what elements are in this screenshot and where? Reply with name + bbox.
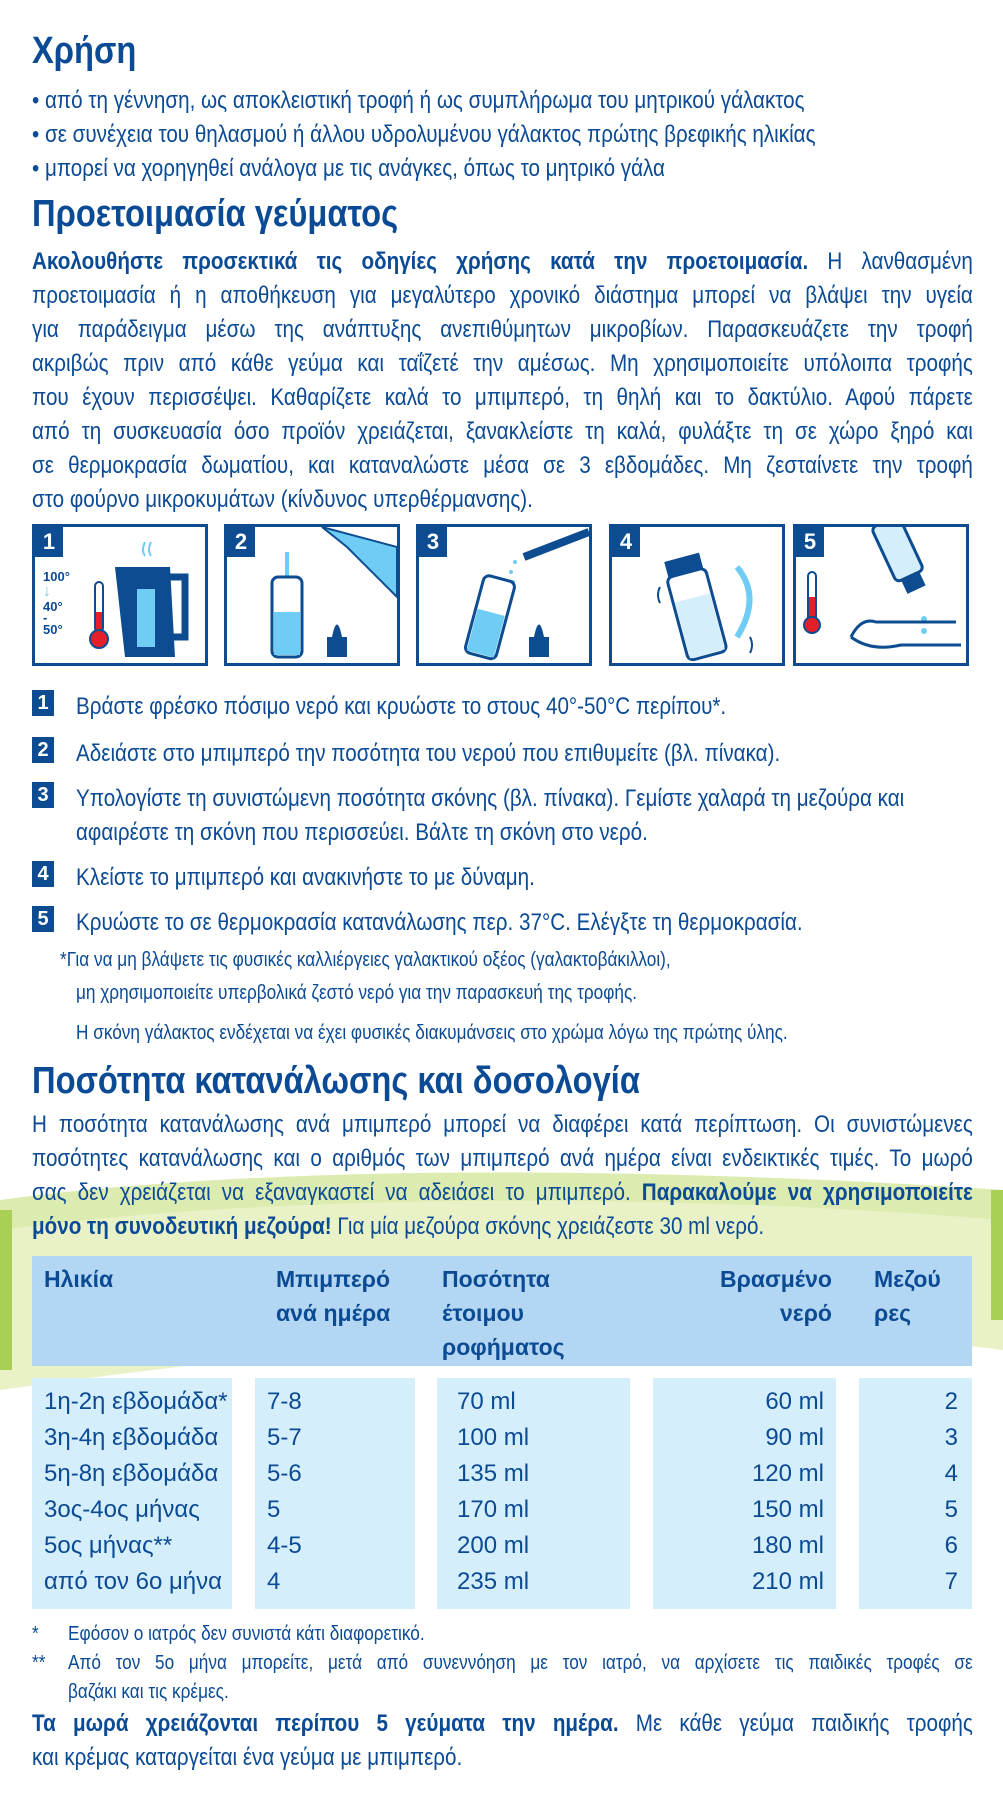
step-text: Κρυώστε το σε θερμοκρασία κατανάλωσης περ. 37°C. Ελέγξτε τη θερμοκρασία. <box>76 909 803 936</box>
table-cell: 135 ml <box>457 1460 530 1487</box>
footnote: *Για να μη βλάψετε τις φυσικές καλλιέργειες γαλακτικού οξέος (γαλακτοβάκιλλοι), <box>60 949 671 971</box>
text-line: και κρέμας καταργείται ένα γεύμα με μπιμπερό. <box>32 1744 463 1771</box>
table-cell: 3η-4η εβδομάδα <box>44 1424 219 1451</box>
temp-label: - <box>43 610 48 625</box>
text-line: ποσότητες κατανάλωσης και ο αριθμός των μπιμπερό ανά ημέρα είναι ενδεικτικές τιμές. Το μωρό <box>32 1145 973 1172</box>
table-cell: 90 ml <box>765 1424 824 1451</box>
step-text: Αδειάστε στο μπιμπερό την ποσότητα του νερού που επιθυμείτε (βλ. πίνακα). <box>76 740 781 767</box>
panel-number: 5 <box>796 527 824 557</box>
dosage-title: Ποσότητα κατανάλωσης και δοσολογία <box>32 1060 640 1102</box>
panel-number: 1 <box>35 527 63 557</box>
table-cell: 5-6 <box>267 1460 302 1487</box>
text-line: από τη συσκευασία όσο προϊόν χρειάζεται, ξανακλείστε τη καλά, φυλάξτε τη σε χώρο ξηρό και <box>32 418 973 445</box>
footnote-mark: ** <box>32 1652 46 1674</box>
text-line: ακριβώς πριν από κάθε γεύμα και ταΐζετέ την αμέσως. Μη χρησιμοποιείτε υπόλοιπα τροφής <box>32 350 973 377</box>
table-cell: 7-8 <box>267 1388 302 1415</box>
footnote: μη χρησιμοποιείτε υπερβολικά ζεστό νερό για την παρασκευή της τροφής. <box>76 982 638 1004</box>
table-cell: από τον 6ο μήνα <box>44 1568 223 1595</box>
footnote: βαζάκι και τις κρέμες. <box>68 1681 229 1703</box>
footnote: Η σκόνη γάλακτος ενδέχεται να έχει φυσικές διακυμάνσεις στο χρώμα λόγω της πρώτης ύλης. <box>76 1022 788 1044</box>
text-line: που έχουν περισσέψει. Καθαρίζετε καλά το μπιμπερό, τη θηλή και το δακτύλιο. Αφού πάρετε <box>32 384 973 411</box>
temp-label: 40° <box>43 599 63 614</box>
table-cell: 4 <box>944 1460 958 1487</box>
table-cell: 180 ml <box>751 1532 824 1559</box>
table-cell: 200 ml <box>457 1532 530 1559</box>
step-2 <box>32 737 781 771</box>
step-panel-5 <box>793 524 969 666</box>
table-cell: 4-5 <box>267 1532 302 1559</box>
table-cell: 5ος μήνας** <box>44 1532 173 1559</box>
header-scoops: Μεζού ρες <box>874 1266 941 1326</box>
step-5 <box>32 906 803 940</box>
panel-number: 3 <box>419 527 447 557</box>
column-ready-amount <box>437 1378 630 1609</box>
footnote-mark: * <box>32 1623 39 1645</box>
column-age <box>32 1378 232 1609</box>
step-text: Υπολογίστε τη συνιστώμενη ποσότητα σκόνης (βλ. πίνακα). Γεμίστε χαλαρά τη μεζούρα και <box>76 785 905 812</box>
header-boiled-water: Βρασμένο νερό <box>719 1266 832 1326</box>
table-cell: 5η-8η εβδομάδα <box>44 1460 219 1487</box>
table-cell: 170 ml <box>457 1496 530 1523</box>
table-cell: 5-7 <box>267 1424 302 1451</box>
column-bottles <box>255 1378 415 1609</box>
bullet-item: • σε συνέχεια του θηλασμού ή άλλου υδρολυμένου γάλακτος πρώτης βρεφικής ηλικίας <box>32 121 816 148</box>
text-line: στο φούρνο μικροκυμάτων (κίνδυνος υπερθέρμανσης). <box>32 486 533 513</box>
text-line: Με κάθε γεύμα παιδικής τροφής <box>618 1710 973 1737</box>
table-cell: 5 <box>944 1496 958 1523</box>
text-line: σας δεν χρειάζεται να εξαναγκαστεί να αδειάσει το μπιμπερό. <box>32 1179 642 1206</box>
table-cell: 235 ml <box>457 1568 530 1595</box>
test-temperature-wrist-icon <box>796 527 966 663</box>
final-bold: Τα μωρά χρειάζονται περίπου 5 γεύματα την ημέρα. <box>32 1710 619 1737</box>
table-cell: 3ος-4ος μήνας <box>44 1496 200 1523</box>
table-cell: 4 <box>267 1568 281 1595</box>
bullet-item: • από τη γέννηση, ως αποκλειστική τροφή ή ως συμπλήρωμα του μητρικού γάλακτος <box>32 87 805 114</box>
panel-number: 4 <box>612 527 640 557</box>
table-cell: 3 <box>944 1424 958 1451</box>
table-cell: 210 ml <box>751 1568 824 1595</box>
step-number: 2 <box>32 737 54 763</box>
table-cell: 2 <box>944 1388 958 1415</box>
step-number: 1 <box>32 690 54 716</box>
step-3 <box>32 782 905 846</box>
table-cell: 6 <box>944 1532 958 1559</box>
table-cell: 150 ml <box>751 1496 824 1523</box>
table-cell: 1η-2η εβδομάδα* <box>44 1388 228 1415</box>
add-powder-bottle-icon <box>419 527 589 663</box>
usage-title: Χρήση <box>32 30 137 72</box>
step-number: 5 <box>32 906 54 932</box>
arrow-down-icon: ↓ <box>43 583 51 600</box>
intro-bold: Ακολουθήστε προσεκτικά τις οδηγίες χρήσης κατά την προετοιμασία. <box>32 248 809 275</box>
footnote: Από τον 5ο μήνα μπορείτε, μετά από συνεννόηση με τον ιατρό, να αρχίσετε τις παιδικές τροφές σε <box>68 1652 973 1674</box>
text-line: Για μία μεζούρα σκόνης χρειάζεστε 30 ml νερό. <box>331 1213 765 1240</box>
step-panel-1 <box>32 524 208 666</box>
usage-bullets <box>32 84 973 186</box>
final-note <box>32 1707 973 1775</box>
step-panel-3 <box>416 524 592 666</box>
header-age: Ηλικία <box>44 1266 114 1292</box>
step-4 <box>32 861 535 895</box>
pour-water-bottle-icon <box>227 527 397 663</box>
step-panel-2 <box>224 524 400 666</box>
dosage-table-header <box>32 1256 972 1366</box>
footnote: Εφόσον ο ιατρός δεν συνιστά κάτι διαφορετικό. <box>68 1623 425 1645</box>
temp-label: 100° <box>43 569 70 584</box>
step-number: 3 <box>32 782 54 808</box>
header-bottles-per-day: Μπιμπερό ανά ημέρα <box>276 1266 391 1326</box>
header-ready-amount: Ποσότητα έτοιμου ροφήματος <box>442 1266 565 1360</box>
step-text: αφαιρέστε τη σκόνη που περισσεύει. Βάλτε τη σκόνη στο νερό. <box>76 819 648 846</box>
dosage-text <box>32 1108 973 1244</box>
step-text: Βράστε φρέσκο πόσιμο νερό και κρυώστε το στους 40°-50°C περίπου*. <box>76 693 727 720</box>
panel-number: 2 <box>227 527 255 557</box>
preparation-title: Προετοιμασία γεύματος <box>32 193 399 235</box>
bold-note: μόνο τη συνοδευτική μεζούρα! <box>32 1213 332 1240</box>
bold-note: Παρακαλούμε να χρησιμοποιείτε <box>641 1179 973 1206</box>
table-cell: 5 <box>267 1496 281 1523</box>
table-cell: 60 ml <box>765 1388 824 1415</box>
text-line: σε θερμοκρασία δωματίου, και καταναλώστε μέσα σε 3 εβδομάδες. Μη ζεσταίνετε την τροφή <box>32 452 973 479</box>
kettle-thermometer-icon <box>35 527 205 663</box>
text-line: Η ποσότητα κατανάλωσης ανά μπιμπερό μπορεί να διαφέρει κατά περίπτωση. Οι συνιστώμενες <box>32 1111 973 1138</box>
column-scoops <box>859 1378 972 1609</box>
step-text: Κλείστε το μπιμπερό και ανακινήστε το με δύναμη. <box>76 864 535 891</box>
step-1 <box>32 690 727 724</box>
text-line: Η λανθασμένη <box>808 248 973 275</box>
text-line: προετοιμασία ή η αποθήκευση για μεγαλύτερο χρονικό διάστημα μπορεί να βλάψει την υγεία <box>32 282 973 309</box>
shake-bottle-icon <box>612 527 782 663</box>
table-cell: 7 <box>944 1568 958 1595</box>
step-panel-4 <box>609 524 785 666</box>
preparation-text <box>32 245 973 517</box>
step-number: 4 <box>32 861 54 887</box>
table-cell: 70 ml <box>457 1388 516 1415</box>
temp-label: 50° <box>43 622 63 637</box>
table-cell: 120 ml <box>751 1460 824 1487</box>
bullet-item: • μπορεί να χορηγηθεί ανάλογα με τις ανάγκες, όπως το μητρικό γάλα <box>32 155 665 182</box>
table-cell: 100 ml <box>457 1424 530 1451</box>
column-boiled-water <box>653 1378 836 1609</box>
text-line: για παράδειγμα μέσω της ανάπτυξης ανεπιθύμητων μικροβίων. Παρασκευάζετε την τροφή <box>32 316 973 343</box>
